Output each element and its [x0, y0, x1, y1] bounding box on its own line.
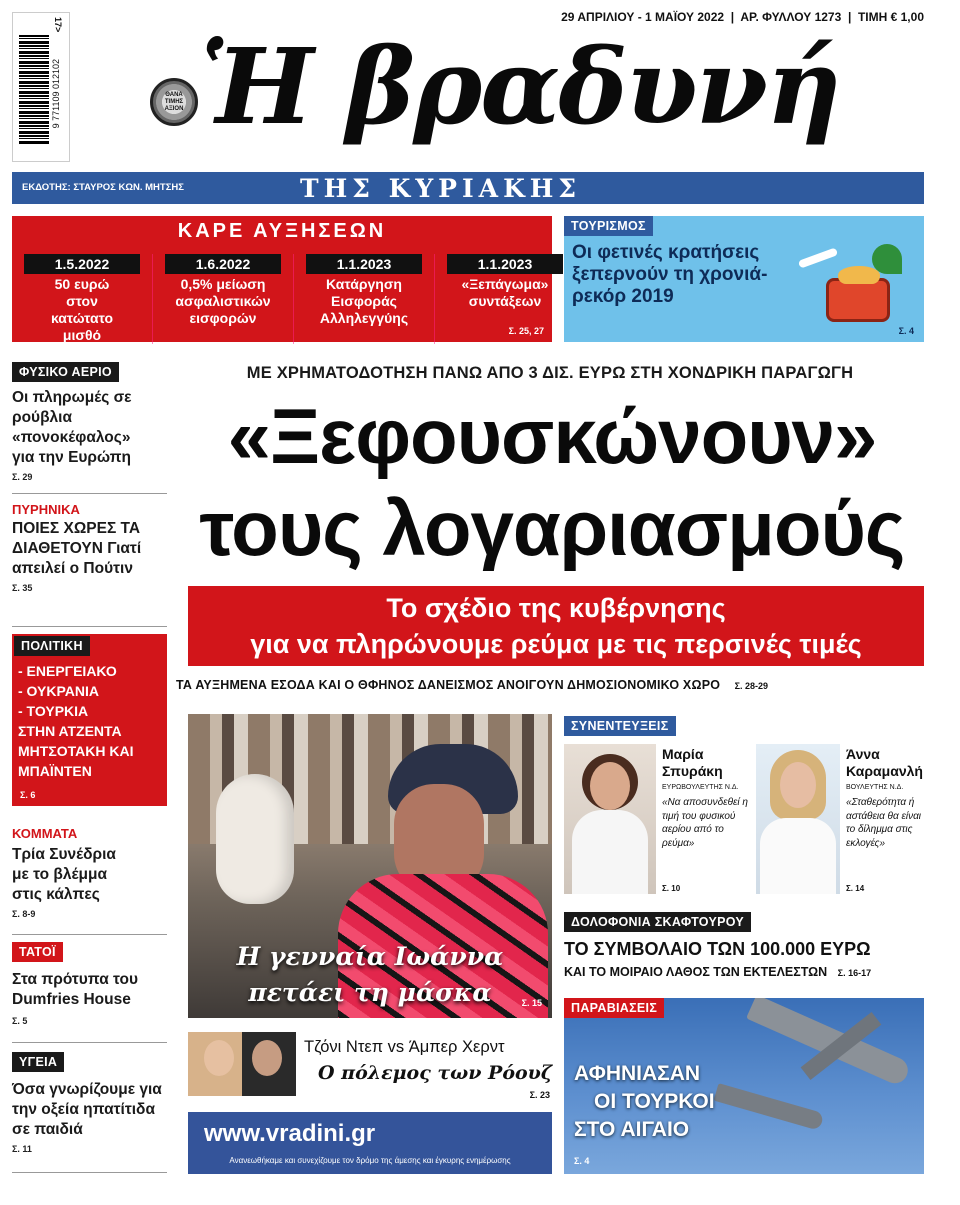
person-icon [204, 1040, 234, 1076]
depp-line-2: Ο πόλεμος των Ρόουζ [318, 1062, 553, 1084]
violations-story[interactable] [564, 998, 924, 1174]
interview-page: Σ. 10 [662, 884, 681, 893]
karamanli-photo [756, 744, 840, 894]
barcode-top-label: 17> [53, 17, 63, 33]
sidebar-page: Σ. 5 [12, 1016, 28, 1026]
politics-item: - ΤΟΥΡΚΙΑ [18, 703, 89, 719]
subtitle-bar [12, 172, 924, 204]
kare-item [302, 254, 426, 344]
interview-name: Μαρία Σπυράκη [662, 746, 723, 779]
web-url[interactable]: www.vradini.gr [204, 1120, 376, 1147]
kare-page: Σ. 25, 27 [508, 326, 544, 336]
main-kicker: ΜΕ ΧΡΗΜΑΤΟΔΟΤΗΣΗ ΠΑΝΩ ΑΠΟ 3 ΔΙΣ. ΕΥΡΩ ΣΤΗ ΧΟΝΔΡΙΚΗ ΠΑΡΑΓΩΓΗ [246, 364, 854, 382]
politics-list [12, 656, 167, 780]
airplane-icon [798, 247, 838, 268]
murder-story[interactable] [564, 938, 924, 986]
seal-text: ΘΑΝΑ ΤΙΜΗΣ ΑΞΙΟΝ [164, 91, 184, 112]
fighter-jet-icon [746, 998, 912, 1087]
sidebar-text: Στα πρότυπα του Dumfries House [12, 971, 139, 1008]
tourism-box [564, 216, 924, 342]
hat-icon [838, 266, 880, 284]
kare-item [161, 254, 285, 344]
sidebar-tag: ΤΑΤΟΪ [12, 942, 63, 962]
woman-figure [338, 744, 548, 1018]
main-headline-line-1[interactable]: «Ξεφουσκώνουν» [227, 392, 877, 480]
barcode [12, 12, 70, 162]
murder-headline: ΤΟ ΣΥΜΒΟΛΑΙΟ ΤΩΝ 100.000 ΕΥΡΩ [564, 939, 871, 959]
issue-info: 29 ΑΠΡΙΛΙΟΥ - 1 ΜΑΪΟΥ 2022 | ΑΡ. ΦΥΛΛΟΥ 1273 | ΤΙΜΗ € 1,00 [561, 10, 924, 24]
kare-date: 1.1.2023 [447, 254, 563, 274]
kare-text: «Ξεπάγωμα» συντάξεων [461, 276, 549, 309]
seal-logo [150, 78, 198, 126]
murder-subline: ΚΑΙ ΤΟ ΜΟΙΡΑΙΟ ΛΑΘΟΣ ΤΩΝ ΕΚΤΕΛΕΣΤΩΝ [564, 965, 828, 979]
white-blouse [572, 810, 648, 894]
sidebar-story-nuclear[interactable] [12, 502, 167, 593]
kare-divider [434, 254, 435, 344]
sidebar-story-tatoi[interactable] [12, 942, 167, 1026]
murder-tag: ΔΟΛΟΦΟΝΙΑ ΣΚΑΦΤΟΥΡΟΥ [564, 912, 751, 932]
sidebar-page: Σ. 6 [20, 790, 36, 800]
politics-item: ΣΤΗΝ ΑΤΖΕΝΤΑ [18, 723, 122, 739]
main-subline-text: ΤΑ ΑΥΞΗΜΕΝΑ ΕΣΟΔΑ ΚΑΙ Ο ΘΦΗΝΟΣ ΔΑΝΕΙΣΜΟΣ ΑΝΟΙΓΟΥΝ ΔΗΜΟΣΙΟΝΟΜΙΚΟ ΧΩΡΟ [176, 678, 721, 692]
barcode-number: 9 771109 012102 [51, 59, 61, 129]
politics-item: - ΕΝΕΡΓΕΙΑΚΟ [18, 663, 117, 679]
sidebar-page: Σ. 11 [12, 1144, 32, 1154]
face [780, 762, 816, 808]
interview-role: ΒΟΥΛΕΥΤΗΣ Ν.Δ. [846, 784, 904, 791]
kare-item [443, 254, 567, 344]
kare-divider [293, 254, 294, 344]
politics-item: - ΟΥΚΡΑΝΙΑ [18, 683, 100, 699]
interview-karamanli[interactable] [756, 744, 924, 898]
person-icon [252, 1040, 282, 1076]
kare-divider [152, 254, 153, 344]
photo-page: Σ. 15 [521, 998, 542, 1008]
depp-page: Σ. 23 [529, 1090, 550, 1100]
photo-caption-line-2: πετάει τη μάσκα [248, 978, 492, 1007]
publisher: ΕΚΔΟΤΗΣ: ΣΤΑΥΡΟΣ ΚΩΝ. ΜΗΤΣΗΣ [22, 182, 184, 193]
kare-items [20, 254, 567, 344]
violations-line-3: ΣΤΟ ΑΙΓΑΙΟ [574, 1118, 690, 1141]
main-banner [188, 586, 924, 666]
kare-item [20, 254, 144, 344]
sidebar-tag: ΠΟΛΙΤΙΚΗ [14, 636, 90, 656]
interview-quote: «Να αποσυνδεθεί η τιμή του φυσικού αερίου από το ρεύμα» [662, 797, 748, 849]
sidebar-tag: ΚΟΜΜΑΤΑ [12, 826, 78, 841]
interview-page: Σ. 14 [846, 884, 865, 893]
kare-text: Κατάργηση Εισφοράς Αλληλεγγύης [319, 276, 409, 326]
kare-box [12, 216, 552, 342]
interview-role: ΕΥΡΩΒΟΥΛΕΥΤΗΣ Ν.Δ. [662, 784, 739, 791]
violations-line-2: ΟΙ ΤΟΥΡΚΟΙ [594, 1090, 715, 1113]
politics-item: ΜΠΑΪΝΤΕΝ [18, 763, 92, 779]
murder-page: Σ. 16-17 [837, 968, 872, 978]
interviews-tag: ΣΥΝΕΝΤΕΥΞΕΙΣ [564, 716, 676, 736]
photo-caption-line-1: Η γενναία Ιωάννα [236, 942, 504, 971]
main-banner-line-2: για να πληρώνουμε ρεύμα με τις περσινές τιμές [250, 629, 862, 659]
kare-text: 50 ευρώ στον κατώτατο μισθό [50, 276, 114, 343]
subtitle: ΤΗΣ ΚΥΡΙΑΚΗΣ [300, 174, 582, 203]
kare-date: 1.6.2022 [165, 254, 281, 274]
fighter-jet-icon [714, 1083, 825, 1131]
web-banner[interactable] [188, 1112, 552, 1174]
sidebar-story-politics[interactable] [12, 634, 167, 806]
sidebar-divider [12, 934, 167, 935]
main-headline-line-2[interactable]: τους λογαριασμούς [199, 484, 905, 572]
sidebar-text: Τρία Συνέδρια με το βλέμμα στις κάλπες [12, 846, 116, 903]
sidebar-page: Σ. 29 [12, 472, 33, 482]
sidebar-tag: ΠΥΡΗΝΙΚΑ [12, 502, 80, 517]
face [590, 762, 630, 810]
tourism-headline: Οι φετινές κρατήσεις ξεπερνούν τη χρονιά-ρεκόρ 2019 [572, 242, 768, 307]
kare-date: 1.1.2023 [306, 254, 422, 274]
sidebar-story-health[interactable] [12, 1052, 172, 1154]
main-subline [176, 676, 924, 694]
sidebar-divider [12, 493, 167, 494]
sidebar-story-natural-gas[interactable] [12, 362, 167, 482]
politics-item: ΜΗΤΣΟΤΑΚΗ ΚΑΙ [18, 743, 134, 759]
main-banner-line-1: Το σχέδιο της κυβέρνησης [386, 593, 726, 623]
violations-page: Σ. 4 [574, 1156, 590, 1166]
interview-spyraki[interactable] [564, 744, 754, 898]
kare-date: 1.5.2022 [24, 254, 140, 274]
sidebar-page: Σ. 8-9 [12, 909, 36, 919]
sidebar-divider [12, 626, 167, 627]
sidebar-page: Σ. 35 [12, 583, 33, 593]
violations-line-1: ΑΦΗΝΙΑΣΑΝ [574, 1062, 701, 1085]
sidebar-story-parties[interactable] [12, 826, 167, 919]
tourism-tag: ΤΟΥΡΙΣΜΟΣ [564, 216, 653, 236]
sidebar-tag: ΦΥΣΙΚΟ ΑΕΡΙΟ [12, 362, 119, 382]
barcode-bars [19, 35, 49, 145]
murder-subline-row [564, 962, 924, 983]
white-jacket [760, 818, 836, 894]
sidebar-tag: ΥΓΕΙΑ [12, 1052, 64, 1072]
suitcase-icon [826, 278, 890, 322]
violations-tag: ΠΑΡΑΒΙΑΣΕΙΣ [564, 998, 664, 1018]
web-tagline: Ανανεωθήκαμε και συνεχίζουμε τον δρόμο της άμεσης και έγκυρης ενημέρωσης [229, 1156, 511, 1165]
sidebar-text: Όσα γνωρίζουμε για την οξεία ηπατίτιδα σε παιδιά [12, 1081, 162, 1138]
spyraki-photo [564, 744, 656, 894]
interview-name: Άννα Καραμανλή [846, 746, 923, 779]
depp-story[interactable] [188, 1032, 552, 1102]
photo-story[interactable] [188, 714, 552, 1018]
kare-title: ΚΑΡΕ ΑΥΞΗΣΕΩΝ [177, 220, 387, 242]
interview-quote: «Σταθερότητα ή αστάθεια θα είναι το δίλημμα στις εκλογές» [846, 797, 922, 849]
sidebar-text: Οι πληρωμές σε ρούβλια «πονοκέφαλος» για την Ευρώπη [12, 389, 132, 466]
main-subline-page: Σ. 28-29 [734, 681, 769, 691]
sidebar-text: ΠΟΙΕΣ ΧΩΡΕΣ ΤΑ ΔΙΑΘΕΤΟΥΝ Γιατί απειλεί ο Πούτιν [12, 520, 142, 577]
suitcase-illustration [802, 244, 912, 334]
sidebar-divider [12, 1042, 167, 1043]
tourism-page: Σ. 4 [898, 326, 914, 336]
sidebar-divider [12, 1172, 167, 1173]
newspaper-title: Ἡ βραδυνή [200, 25, 840, 148]
white-mask [216, 774, 294, 904]
depp-line-1: Τζόνι Ντεπ vs Άμπερ Χερντ [304, 1038, 505, 1056]
depp-heard-photo [188, 1032, 296, 1096]
kare-text: 0,5% μείωση ασφαλιστικών εισφορών [175, 276, 271, 326]
